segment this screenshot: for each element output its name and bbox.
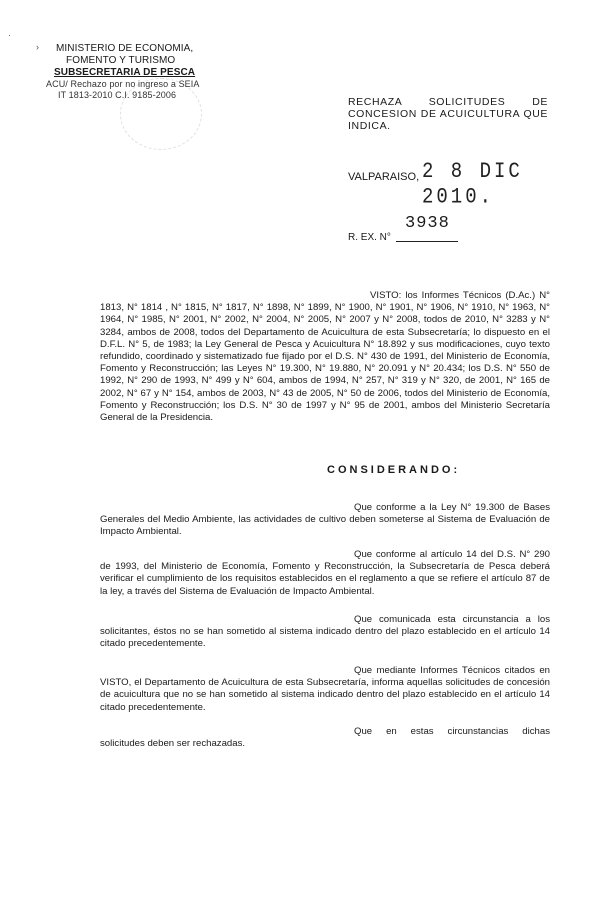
- reference-line-1: ACU/ Rechazo por no ingreso a SEIA: [46, 79, 200, 89]
- considerando-item-3: [100, 614, 550, 651]
- resolution-number: 3938: [405, 214, 450, 233]
- place: VALPARAISO,: [348, 171, 420, 183]
- scan-mark: ·: [8, 30, 11, 40]
- resolution-label: R. EX. N°: [348, 232, 391, 243]
- considerando-item-4: [100, 665, 550, 714]
- visto-paragraph: [100, 290, 550, 424]
- subsecretaria-line: SUBSECRETARIA DE PESCA: [54, 67, 196, 78]
- considerando-text: Que comunicada esta circunstancia a los solicitantes, éstos no se han sometido al sistema indicado dentro del plazo establecido en el artículo 14 citado precedentemente.: [100, 614, 550, 650]
- considerando-text: Que mediante Informes Técnicos citados en VISTO, el Departamento de Acuicultura de esta Subsecretaría, informa aquellas solicitudes de concesión de acuicultura que no se han sometido al sistema indicado dentro del plazo establecido en el artículo 14 citado precedentemente.: [100, 665, 550, 713]
- ministry-line: MINISTERIO DE ECONOMIA,: [56, 43, 194, 54]
- reference-line-2: IT 1813-2010 C.I. 9185-2006: [58, 90, 177, 100]
- considerando-text: Que en estas circunstancias dichas solicitudes deben ser rechazadas.: [100, 726, 550, 750]
- considerando-text: Que conforme a la Ley N° 19.300 de Bases Generales del Medio Ambiente, las actividades de cultivo deben someterse al Sistema de Evaluación de Impacto Ambiental.: [100, 502, 550, 538]
- considerando-item-1: [100, 502, 550, 539]
- considerando-item-2: [100, 549, 550, 598]
- visto-text: VISTO: los Informes Técnicos (D.Ac.) N° 1813, N° 1814 , N° 1815, N° 1817, N° 1898, N° 1899, N° 1900, N° 1901, N° 1906, N° 1910, N° 1963, N° 1964, N° 1985, N° 2001, N° 2002, N° 2004, N° 2005, N° 2007 y N° 2008, todos de 2010, N° 3283 y N° 3284, ambos de 2008, todos del Departamento de Acuicultura de esta Subsecretaría; lo dispuesto en el D.F.L. N° 5, de 1983; la Ley General de Pesca y Acuicultura N° 18.892 y sus modificaciones, cuyo texto refundido, coordinado y sistematizado fue fijado por el D.S. N° 430 de 1991, del Ministerio de Economía, Fomento y Reconstrucción; las Leyes N° 19.300, N° 19.880, N° 20.091 y N° 20.434; los D.S. N° 550 de 1992, N° 290 de 1993, N° 499 y N° 604, ambos de 1994, N° 257, N° 319 y N° 320, de 2001, N° 165 de 2002, N° 67 y N° 154, ambos de 2003, N° 43 de 2005, N° 50 de 2006, todos del Ministerio de Economía, Fomento y Reconstrucción; los D.S. N° 30 de 1997 y N° 95 de 2001, ambos del Ministerio Secretaría General de la Presidencia.: [100, 290, 550, 424]
- letterhead: [46, 43, 232, 101]
- ministry-line-2: FOMENTO Y TURISMO: [66, 55, 176, 66]
- considerando-title: CONSIDERANDO:: [327, 464, 461, 476]
- considerando-text: Que conforme al artículo 14 del D.S. N° 290 de 1993, del Ministerio de Economía, Fomento y Reconstrucción, la Subsecretaría de Pesca deberá verificar el cumplimiento de los requisitos establecidos en el reglamento a que se refiere el artículo 87 de la ley, a través del Sistema de Evaluación de Impacto Ambiental.: [100, 549, 550, 597]
- document-subject: RECHAZA SOLICITUDES DE CONCESION DE ACUICULTURA QUE INDICA.: [348, 96, 548, 132]
- considerando-item-5: [100, 726, 550, 750]
- date-stamp: 2 8 DIC 2010.: [422, 158, 523, 210]
- scan-mark: ›: [36, 42, 39, 52]
- resolution-underline: [396, 241, 458, 242]
